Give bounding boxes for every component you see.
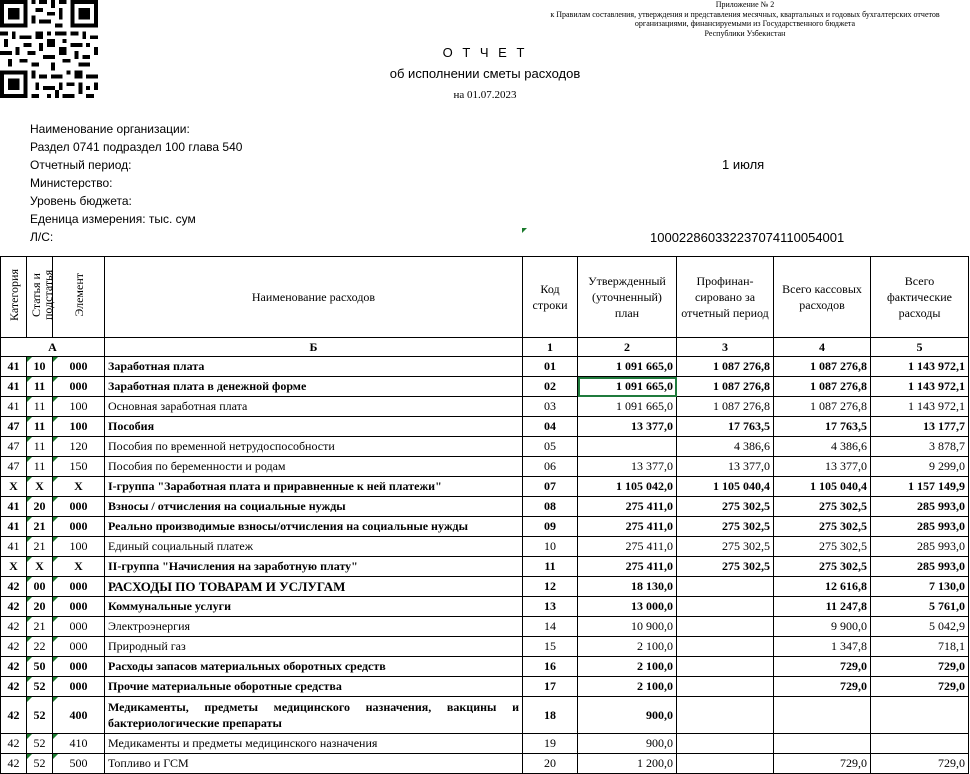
unit-label: Еденица измерения: тыс. сум bbox=[30, 212, 196, 226]
cell-cash[interactable]: 17 763,5 bbox=[774, 417, 871, 437]
cell-name[interactable]: Пособия по временной нетрудоспособности bbox=[105, 437, 523, 457]
table-row bbox=[1, 397, 969, 417]
cell-category[interactable]: 41 bbox=[1, 537, 27, 557]
cell-article[interactable]: X bbox=[27, 557, 53, 577]
cell-name[interactable]: Пособия по беременности и родам bbox=[105, 457, 523, 477]
cell-element[interactable]: 410 bbox=[53, 734, 105, 754]
cell-element[interactable]: X bbox=[53, 557, 105, 577]
cell-cash[interactable]: 9 900,0 bbox=[774, 617, 871, 637]
table-row bbox=[1, 497, 969, 517]
index-2[interactable]: 2 bbox=[578, 338, 677, 357]
cell-code[interactable]: 13 bbox=[523, 597, 578, 617]
cell-plan[interactable]: 900,0 bbox=[578, 734, 677, 754]
cell-cash[interactable] bbox=[774, 697, 871, 734]
col-actual[interactable]: Всего фактические расходы bbox=[871, 257, 969, 338]
cell-element[interactable]: 100 bbox=[53, 537, 105, 557]
report-title: О Т Ч Е Т bbox=[442, 45, 528, 60]
cell-financed[interactable] bbox=[677, 677, 774, 697]
cell-cash[interactable]: 1 087 276,8 bbox=[774, 377, 871, 397]
header-row bbox=[1, 257, 969, 338]
cell-category[interactable]: 42 bbox=[1, 637, 27, 657]
cell-actual[interactable]: 729,0 bbox=[871, 677, 969, 697]
cell-actual[interactable]: 3 878,7 bbox=[871, 437, 969, 457]
cell-category[interactable]: 42 bbox=[1, 617, 27, 637]
cell-financed[interactable]: 275 302,5 bbox=[677, 557, 774, 577]
cell-article[interactable]: 52 bbox=[27, 734, 53, 754]
cell-plan[interactable]: 1 091 665,0 bbox=[578, 377, 677, 397]
cell-code[interactable]: 11 bbox=[523, 557, 578, 577]
cell-actual[interactable]: 1 157 149,9 bbox=[871, 477, 969, 497]
cell-category[interactable]: 47 bbox=[1, 437, 27, 457]
cell-article[interactable]: 21 bbox=[27, 517, 53, 537]
cell-financed[interactable]: 275 302,5 bbox=[677, 537, 774, 557]
period-label: Отчетный период: bbox=[30, 158, 132, 172]
cell-category[interactable]: 41 bbox=[1, 377, 27, 397]
cell-article[interactable]: 50 bbox=[27, 657, 53, 677]
cell-actual[interactable]: 1 143 972,1 bbox=[871, 377, 969, 397]
cell-actual[interactable] bbox=[871, 734, 969, 754]
cell-category[interactable]: 42 bbox=[1, 754, 27, 774]
cell-plan[interactable]: 1 105 042,0 bbox=[578, 477, 677, 497]
ls-value: 100022860332237074110054001 bbox=[650, 230, 845, 245]
cell-cash[interactable]: 11 247,8 bbox=[774, 597, 871, 617]
index-3[interactable]: 3 bbox=[677, 338, 774, 357]
col-name[interactable]: Наименование расходов bbox=[105, 257, 523, 338]
table-row bbox=[1, 754, 969, 774]
cell-element[interactable]: 100 bbox=[53, 417, 105, 437]
cell-article[interactable]: 52 bbox=[27, 754, 53, 774]
cell-actual[interactable]: 285 993,0 bbox=[871, 517, 969, 537]
cell-category[interactable]: 42 bbox=[1, 577, 27, 597]
cell-name[interactable]: Расходы запасов материальных оборотных средств bbox=[105, 657, 523, 677]
cell-name[interactable]: Электроэнергия bbox=[105, 617, 523, 637]
cell-element[interactable]: 000 bbox=[53, 597, 105, 617]
cell-code[interactable]: 16 bbox=[523, 657, 578, 677]
cell-name[interactable]: Реально производимые взносы/отчисления на социальные нужды bbox=[105, 517, 523, 537]
cell-element[interactable]: 400 bbox=[53, 697, 105, 734]
cell-name[interactable]: Взносы / отчисления на социальные нужды bbox=[105, 497, 523, 517]
cell-element[interactable]: 150 bbox=[53, 457, 105, 477]
cell-code[interactable]: 10 bbox=[523, 537, 578, 557]
annex-note bbox=[520, 0, 970, 38]
cell-article[interactable]: 11 bbox=[27, 437, 53, 457]
cell-code[interactable]: 01 bbox=[523, 357, 578, 377]
table-row bbox=[1, 657, 969, 677]
cell-actual[interactable]: 1 143 972,1 bbox=[871, 397, 969, 417]
cell-element[interactable]: 000 bbox=[53, 517, 105, 537]
cell-financed[interactable] bbox=[677, 637, 774, 657]
col-element[interactable]: Элемент bbox=[53, 257, 105, 338]
cell-cash[interactable]: 275 302,5 bbox=[774, 557, 871, 577]
cell-article[interactable]: 11 bbox=[27, 377, 53, 397]
table-row bbox=[1, 557, 969, 577]
cell-name[interactable]: II-группа "Начисления на заработную плату" bbox=[105, 557, 523, 577]
table-row bbox=[1, 437, 969, 457]
cell-category[interactable]: 42 bbox=[1, 697, 27, 734]
cell-code[interactable]: 04 bbox=[523, 417, 578, 437]
cell-element[interactable]: 000 bbox=[53, 357, 105, 377]
cell-cash[interactable]: 275 302,5 bbox=[774, 497, 871, 517]
cell-element[interactable]: 000 bbox=[53, 577, 105, 597]
cell-code[interactable]: 02 bbox=[523, 377, 578, 397]
cell-actual[interactable]: 718,1 bbox=[871, 637, 969, 657]
report-date: на 01.07.2023 bbox=[453, 89, 517, 101]
cell-name[interactable]: Медикаменты и предметы медицинского назначения bbox=[105, 734, 523, 754]
cell-financed[interactable]: 4 386,6 bbox=[677, 437, 774, 457]
cell-category[interactable]: 41 bbox=[1, 517, 27, 537]
cell-actual[interactable]: 9 299,0 bbox=[871, 457, 969, 477]
cell-cash[interactable]: 1 347,8 bbox=[774, 637, 871, 657]
cell-financed[interactable]: 1 087 276,8 bbox=[677, 397, 774, 417]
cell-code[interactable]: 17 bbox=[523, 677, 578, 697]
cell-article[interactable]: 52 bbox=[27, 677, 53, 697]
cell-plan[interactable]: 275 411,0 bbox=[578, 517, 677, 537]
cell-plan[interactable] bbox=[578, 437, 677, 457]
cell-actual[interactable]: 285 993,0 bbox=[871, 537, 969, 557]
index-1[interactable]: 1 bbox=[523, 338, 578, 357]
cell-element[interactable]: 000 bbox=[53, 617, 105, 637]
cell-plan[interactable]: 1 091 665,0 bbox=[578, 397, 677, 417]
cell-plan[interactable]: 275 411,0 bbox=[578, 497, 677, 517]
table-row bbox=[1, 577, 969, 597]
cell-cash[interactable]: 4 386,6 bbox=[774, 437, 871, 457]
cell-cash[interactable]: 1 105 040,4 bbox=[774, 477, 871, 497]
cell-article[interactable]: X bbox=[27, 477, 53, 497]
cell-name[interactable]: Заработная плата bbox=[105, 357, 523, 377]
cell-financed[interactable]: 1 087 276,8 bbox=[677, 357, 774, 377]
cell-code[interactable]: 15 bbox=[523, 637, 578, 657]
cell-category[interactable]: 42 bbox=[1, 677, 27, 697]
cell-plan[interactable]: 13 377,0 bbox=[578, 457, 677, 477]
cell-cash[interactable]: 1 087 276,8 bbox=[774, 357, 871, 377]
index-4[interactable]: 4 bbox=[774, 338, 871, 357]
col-plan[interactable]: Утвержденный (уточненный) план bbox=[578, 257, 677, 338]
cell-plan[interactable]: 2 100,0 bbox=[578, 677, 677, 697]
col-financed[interactable]: Профинан-сировано за отчетный период bbox=[677, 257, 774, 338]
cell-code[interactable]: 08 bbox=[523, 497, 578, 517]
table-row bbox=[1, 597, 969, 617]
table-row bbox=[1, 617, 969, 637]
cell-financed[interactable] bbox=[677, 697, 774, 734]
ls-label: Л/С: bbox=[30, 230, 54, 244]
cell-cash[interactable] bbox=[774, 734, 871, 754]
cell-element[interactable]: 000 bbox=[53, 677, 105, 697]
cell-name[interactable]: Коммунальные услуги bbox=[105, 597, 523, 617]
cell-article[interactable]: 11 bbox=[27, 457, 53, 477]
cell-plan[interactable]: 10 900,0 bbox=[578, 617, 677, 637]
cell-financed[interactable]: 13 377,0 bbox=[677, 457, 774, 477]
index-b[interactable]: Б bbox=[105, 338, 523, 357]
cell-name[interactable]: Единый социальный платеж bbox=[105, 537, 523, 557]
table-row bbox=[1, 734, 969, 754]
cell-plan[interactable]: 275 411,0 bbox=[578, 557, 677, 577]
annex-line-1: Приложение № 2 bbox=[715, 0, 775, 9]
budget-level-label: Уровень бюджета: bbox=[30, 194, 132, 208]
cell-article[interactable]: 11 bbox=[27, 417, 53, 437]
cell-name[interactable]: Прочие материальные оборотные средства bbox=[105, 677, 523, 697]
cell-article[interactable]: 52 bbox=[27, 697, 53, 734]
cell-article[interactable]: 22 bbox=[27, 637, 53, 657]
cell-name[interactable]: РАСХОДЫ ПО ТОВАРАМ И УСЛУГАМ bbox=[105, 577, 523, 597]
cell-article[interactable]: 20 bbox=[27, 597, 53, 617]
cell-financed[interactable] bbox=[677, 657, 774, 677]
cell-actual[interactable]: 1 143 972,1 bbox=[871, 357, 969, 377]
cell-element[interactable]: 120 bbox=[53, 437, 105, 457]
cell-article[interactable]: 00 bbox=[27, 577, 53, 597]
expense-table bbox=[0, 256, 969, 774]
col-category[interactable]: Категория bbox=[1, 257, 27, 338]
cell-code[interactable]: 03 bbox=[523, 397, 578, 417]
cell-actual[interactable]: 13 177,7 bbox=[871, 417, 969, 437]
cell-financed[interactable]: 17 763,5 bbox=[677, 417, 774, 437]
cell-cash[interactable]: 729,0 bbox=[774, 677, 871, 697]
cell-financed[interactable]: 1 087 276,8 bbox=[677, 377, 774, 397]
cell-name[interactable]: Природный газ bbox=[105, 637, 523, 657]
cell-name[interactable]: Основная заработная плата bbox=[105, 397, 523, 417]
cell-article[interactable]: 21 bbox=[27, 537, 53, 557]
cell-element[interactable]: X bbox=[53, 477, 105, 497]
cell-name[interactable]: Заработная плата в денежной форме bbox=[105, 377, 523, 397]
cell-category[interactable]: 42 bbox=[1, 734, 27, 754]
cell-code[interactable]: 09 bbox=[523, 517, 578, 537]
cell-code[interactable]: 06 bbox=[523, 457, 578, 477]
cell-actual[interactable]: 729,0 bbox=[871, 754, 969, 774]
cell-category[interactable]: 41 bbox=[1, 497, 27, 517]
cell-category[interactable]: 47 bbox=[1, 417, 27, 437]
section-line: Раздел 0741 подраздел 100 глава 540 bbox=[30, 140, 243, 154]
cell-cash[interactable]: 12 616,8 bbox=[774, 577, 871, 597]
annex-line-3: организациями, финансируемыми из Государственного бюджета bbox=[634, 19, 856, 28]
cell-element[interactable]: 000 bbox=[53, 377, 105, 397]
cell-category[interactable]: 41 bbox=[1, 357, 27, 377]
cell-code[interactable]: 12 bbox=[523, 577, 578, 597]
table-row bbox=[1, 377, 969, 397]
cell-code[interactable]: 20 bbox=[523, 754, 578, 774]
cell-plan[interactable]: 1 200,0 bbox=[578, 754, 677, 774]
cell-code[interactable]: 05 bbox=[523, 437, 578, 457]
cell-financed[interactable]: 275 302,5 bbox=[677, 517, 774, 537]
cell-code[interactable]: 19 bbox=[523, 734, 578, 754]
cell-financed[interactable] bbox=[677, 597, 774, 617]
cell-element[interactable]: 000 bbox=[53, 657, 105, 677]
table-row bbox=[1, 517, 969, 537]
cell-marker bbox=[522, 228, 527, 233]
cell-code[interactable]: 07 bbox=[523, 477, 578, 497]
index-row bbox=[1, 338, 969, 357]
cell-actual[interactable] bbox=[871, 697, 969, 734]
col-cash[interactable]: Всего кассовых расходов bbox=[774, 257, 871, 338]
cell-category[interactable]: X bbox=[1, 557, 27, 577]
cell-plan[interactable]: 2 100,0 bbox=[578, 657, 677, 677]
table-row bbox=[1, 697, 969, 734]
cell-financed[interactable]: 275 302,5 bbox=[677, 497, 774, 517]
annex-line-4: Республики Узбекистан bbox=[704, 28, 786, 38]
cell-article[interactable]: 10 bbox=[27, 357, 53, 377]
cell-category[interactable]: 41 bbox=[1, 397, 27, 417]
cell-actual[interactable]: 5 042,9 bbox=[871, 617, 969, 637]
table-row bbox=[1, 477, 969, 497]
index-a[interactable]: А bbox=[1, 338, 105, 357]
report-subtitle: об исполнении сметы расходов bbox=[389, 66, 581, 81]
cell-financed[interactable]: 1 105 040,4 bbox=[677, 477, 774, 497]
cell-name[interactable]: Топливо и ГСМ bbox=[105, 754, 523, 774]
cell-name[interactable]: I-группа "Заработная плата и приравненные к ней платежи" bbox=[105, 477, 523, 497]
cell-actual[interactable]: 5 761,0 bbox=[871, 597, 969, 617]
cell-plan[interactable]: 900,0 bbox=[578, 697, 677, 734]
cell-category[interactable]: X bbox=[1, 477, 27, 497]
period-value: 1 июля bbox=[722, 157, 765, 172]
cell-element[interactable]: 500 bbox=[53, 754, 105, 774]
cell-cash[interactable]: 275 302,5 bbox=[774, 537, 871, 557]
cell-cash[interactable]: 1 087 276,8 bbox=[774, 397, 871, 417]
cell-financed[interactable] bbox=[677, 577, 774, 597]
cell-element[interactable]: 100 bbox=[53, 397, 105, 417]
cell-plan[interactable]: 13 000,0 bbox=[578, 597, 677, 617]
cell-actual[interactable]: 729,0 bbox=[871, 657, 969, 677]
cell-plan[interactable]: 2 100,0 bbox=[578, 637, 677, 657]
cell-article[interactable]: 21 bbox=[27, 617, 53, 637]
table-row bbox=[1, 637, 969, 657]
col-code[interactable]: Код строки bbox=[523, 257, 578, 338]
table-row bbox=[1, 357, 969, 377]
cell-actual[interactable]: 285 993,0 bbox=[871, 557, 969, 577]
index-5[interactable]: 5 bbox=[871, 338, 969, 357]
cell-financed[interactable] bbox=[677, 754, 774, 774]
cell-plan[interactable]: 13 377,0 bbox=[578, 417, 677, 437]
cell-cash[interactable]: 729,0 bbox=[774, 657, 871, 677]
annex-line-2: к Правилам составления, утверждения и представления месячных, квартальных и годовых бухгалтерских отчетов bbox=[550, 9, 940, 19]
cell-plan[interactable]: 1 091 665,0 bbox=[578, 357, 677, 377]
cell-financed[interactable] bbox=[677, 734, 774, 754]
cell-cash[interactable]: 275 302,5 bbox=[774, 517, 871, 537]
table-row bbox=[1, 537, 969, 557]
table-row bbox=[1, 677, 969, 697]
cell-category[interactable]: 47 bbox=[1, 457, 27, 477]
cell-code[interactable]: 18 bbox=[523, 697, 578, 734]
cell-category[interactable]: 42 bbox=[1, 597, 27, 617]
cell-cash[interactable]: 13 377,0 bbox=[774, 457, 871, 477]
cell-actual[interactable]: 285 993,0 bbox=[871, 497, 969, 517]
cell-financed[interactable] bbox=[677, 617, 774, 637]
cell-element[interactable]: 000 bbox=[53, 637, 105, 657]
cell-cash[interactable]: 729,0 bbox=[774, 754, 871, 774]
cell-plan[interactable]: 18 130,0 bbox=[578, 577, 677, 597]
cell-category[interactable]: 42 bbox=[1, 657, 27, 677]
cell-actual[interactable]: 7 130,0 bbox=[871, 577, 969, 597]
cell-article[interactable]: 20 bbox=[27, 497, 53, 517]
ministry-label: Министерство: bbox=[30, 176, 113, 190]
cell-name[interactable]: Медикаменты, предметы медицинского назначения, вакцины и бактериологические препараты bbox=[105, 697, 523, 734]
table-row bbox=[1, 457, 969, 477]
col-article[interactable]: Статья и подстатья bbox=[27, 257, 53, 338]
table-row bbox=[1, 417, 969, 437]
cell-name[interactable]: Пособия bbox=[105, 417, 523, 437]
cell-code[interactable]: 14 bbox=[523, 617, 578, 637]
cell-element[interactable]: 000 bbox=[53, 497, 105, 517]
cell-article[interactable]: 11 bbox=[27, 397, 53, 417]
org-label: Наименование организации: bbox=[30, 122, 190, 136]
cell-plan[interactable]: 275 411,0 bbox=[578, 537, 677, 557]
